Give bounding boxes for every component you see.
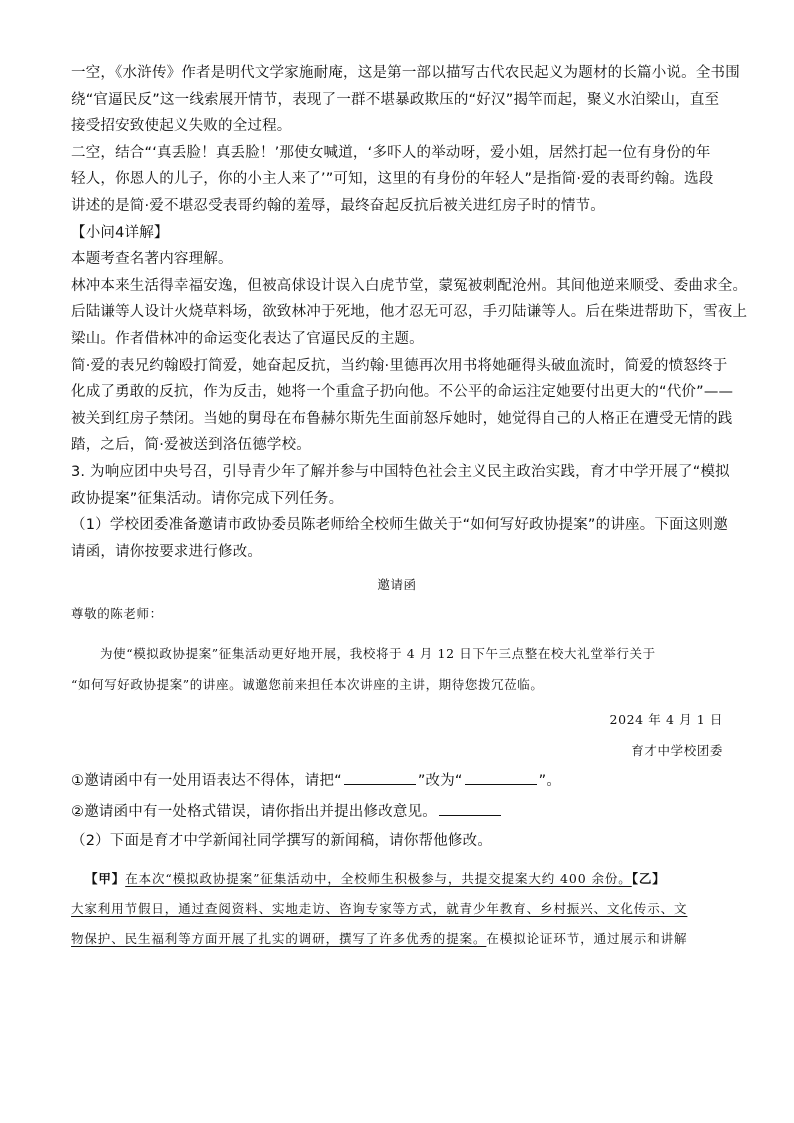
task-1-text-c: ”。 (538, 773, 562, 790)
text-line: 接受招安致使起义失败的全过程。 (71, 118, 292, 135)
task-1-text-a: ①邀请函中有一处用语表达不得体，请把“ (71, 773, 342, 790)
text-line: 林冲本来生活得幸福安逸，但被高俅设计误入白虎节堂，蒙冤被刺配沧州。其间他逆来顺受、委曲求全。 (71, 277, 748, 294)
task-1 (71, 768, 723, 795)
sentence-yi-end: 物保护、民生福利等方面开展了扎实的调研，撰写了许多优秀的提案。 (71, 931, 487, 947)
text-line: 一空，《水浒传》作者是明代文学家施耐庵，这是第一部以描写古代农民起义为题材的长篇小说。全书围 (71, 65, 740, 81)
mark-jia: 【甲】 (85, 871, 126, 887)
q4-section (71, 220, 748, 459)
section-heading: 【小问4详解】 (71, 224, 169, 241)
task-1-text-b: ”改为“ (417, 773, 463, 790)
letter-date: 2024 年 4 月 1 日 (609, 712, 723, 728)
text-line: 二空，结合“‘真丢脸！真丢脸！’那使女喊道，‘多吓人的举动呀，爱小姐，居然打起一位有身份的年 (71, 144, 711, 161)
analysis-paragraph-1 (71, 273, 748, 353)
answer-blank-3[interactable] (439, 801, 501, 816)
answer-paragraph-1 (71, 60, 740, 140)
text-line: 梁山。作者借林冲的命运变化表达了官逼民反的主题。 (71, 330, 424, 347)
answer-fill-section (71, 60, 740, 220)
letter-greeting: 尊敬的陈老师： (71, 606, 163, 622)
text-line: 被关到红房子禁闭。当她的舅母在布鲁赫尔斯先生面前怒斥她时，她觉得自己的人格正在遭受无情的践 (71, 410, 733, 427)
letter-signer: 育才中学校团委 (631, 743, 723, 759)
letter-title: 邀请函 (377, 577, 417, 593)
text-line: 绕“官逼民反”这一线索展开情节，表现了一群不堪暴政欺压的“好汉”揭竿而起，聚义水泊梁山，直至 (71, 91, 720, 108)
document-page (71, 60, 748, 954)
text-line: 3. 为响应团中央号召，引导青少年了解并参与中国特色社会主义民主政治实践，育才中学开展了“模拟 (71, 463, 730, 480)
text-line: 讲述的是简·爱不堪忍受表哥约翰的羞辱，最终奋起反抗后被关进红房子时的情节。 (71, 197, 606, 214)
text-line: 化成了勇敢的反抗，作为反击，她将一个重盒子扔向他。不公平的命运注定她要付出更大的“代价”—— (71, 384, 734, 401)
answer-blank-2[interactable] (465, 770, 537, 785)
text-line: 为使“模拟政协提案”征集活动更好地开展，我校将于 4 月 12 日下午三点整在校大礼堂举行关于 (100, 646, 656, 662)
sub-question-2: （2）下面是育才中学新闻社同学撰写的新闻稿，请你帮他修改。 (71, 833, 493, 850)
analysis-line: 本题考查名著内容理解。 (71, 251, 233, 268)
mark-yi: 【乙】 (631, 871, 666, 887)
question-3-section (71, 459, 730, 954)
question-3-intro (71, 459, 730, 512)
text-line: 政协提案”征集活动。请你完成下列任务。 (71, 490, 344, 507)
text-line: 轻人，你恩人的儿子，你的小主人来了’”可知，这里的有身份的年轻人”是指简·爱的表哥约翰。选段 (71, 171, 714, 188)
news-line-3 (71, 924, 723, 954)
sub-question-1 (71, 512, 728, 565)
news-line-2: 大家利用节假日，通过查阅资料、实地走访、咨询专家等方式，就青少年教育、乡村振兴、文化传示、文 (71, 901, 688, 917)
analysis-paragraph-2 (71, 353, 734, 459)
letter-body (71, 638, 723, 700)
text-line: “如何写好政协提案”的讲座。诚邀您前来担任本次讲座的主讲，期待您拨冗莅临。 (71, 677, 544, 693)
text-line: 请函，请你按要求进行修改。 (71, 543, 263, 560)
text-line: 后陆谦等人设计火烧草料场，欲致林冲于死地，他才忍无可忍，手刃陆谦等人。后在柴进帮助下，雪夜上 (71, 304, 748, 321)
invitation-letter (71, 575, 723, 766)
text-line: （1）学校团委准备邀请市政协委员陈老师给全校师生做关于“如何写好政协提案”的讲座。下面这则邀 (71, 517, 728, 534)
task-2 (71, 799, 723, 826)
news-line-1 (71, 864, 723, 894)
answer-blank-1[interactable] (344, 770, 416, 785)
text-line: 简·爱的表兄约翰殴打简爱，她奋起反抗，当约翰·里德再次用书将她砸得头破血流时，简爱的愤怒终于 (71, 357, 728, 374)
task-2-text: ②邀请函中有一处格式错误，请你指出并提出修改意见。 (71, 803, 437, 820)
text-line: 踏，之后，简·爱被送到洛伍德学校。 (71, 437, 312, 454)
news-draft (71, 864, 723, 954)
news-line-3-rest: 在模拟论证环节，通过展示和讲解 (486, 931, 688, 947)
sentence-jia: 在本次“模拟政协提案”征集活动中，全校师生积极参与，共提交提案大约 400 余份。 (125, 871, 632, 887)
answer-paragraph-2 (71, 140, 723, 220)
